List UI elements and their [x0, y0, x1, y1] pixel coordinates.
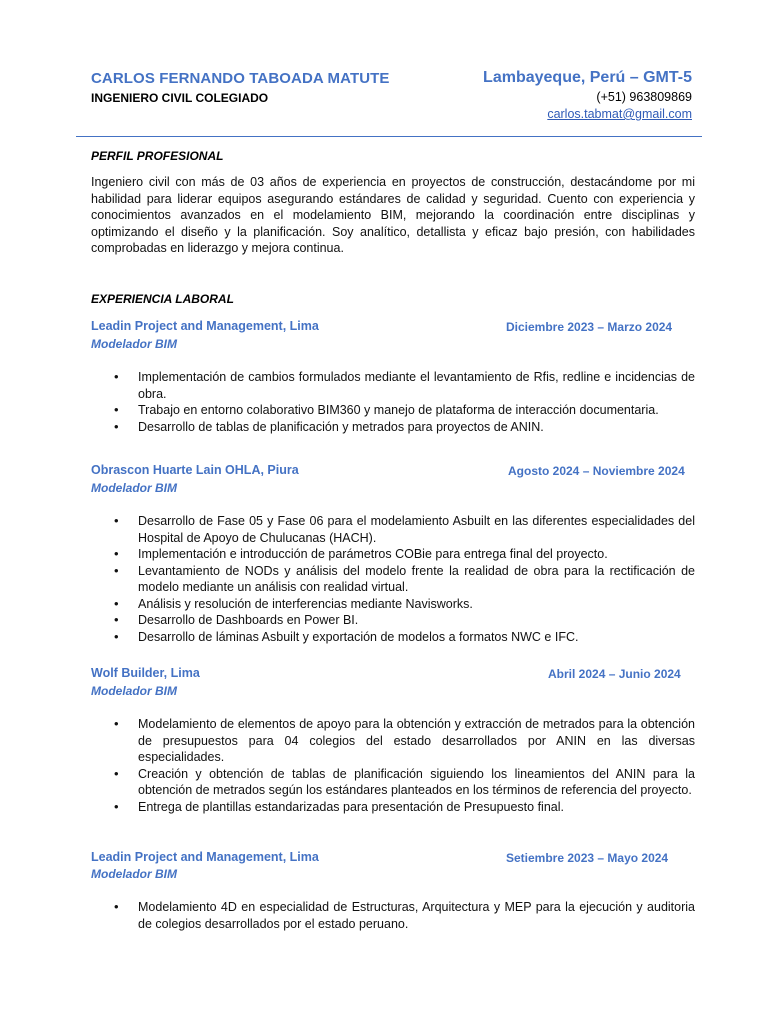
candidate-location: Lambayeque, Perú – GMT-5 [483, 69, 692, 86]
job-company: Wolf Builder, Lima [91, 666, 200, 680]
list-item: • Implementación e introducción de parámetros COBie para entrega final del proyecto. [111, 546, 695, 563]
list-item: • Desarrollo de láminas Asbuilt y exportación de modelos a formatos NWC e IFC. [111, 629, 695, 646]
experience-section-title: EXPERIENCIA LABORAL [91, 292, 234, 306]
job-company: Leadin Project and Management, Lima [91, 850, 319, 864]
list-item: • Implementación de cambios formulados mediante el levantamiento de Rfis, redline e incidencias de obra. [111, 369, 695, 402]
job-role: Modelador BIM [91, 481, 177, 495]
list-item: • Modelamiento de elementos de apoyo para la obtención y extracción de metrados para la obtención de presupuestos para 04 colegios del estado desarrollados por ANIN en las diversas especialidades. [111, 716, 695, 766]
list-item: • Desarrollo de Dashboards en Power BI. [111, 612, 695, 629]
job-company: Obrascon Huarte Lain OHLA, Piura [91, 463, 299, 477]
job-dates: Diciembre 2023 – Marzo 2024 [506, 320, 673, 334]
list-item: • Análisis y resolución de interferencias mediante Navisworks. [111, 596, 695, 613]
job-bullet-list [111, 369, 695, 435]
job-role: Modelador BIM [91, 867, 177, 881]
candidate-phone: (+51) 963809869 [596, 90, 692, 104]
job-role: Modelador BIM [91, 337, 177, 351]
profile-summary: Ingeniero civil con más de 03 años de experiencia en proyectos de construcción, destacándome por mi habilidad para liderar equipos asegurando estándares de calidad y seguridad. Cuento con experiencia y conocimientos avanzados en el modelamiento BIM, mejorando la coordinación entre disciplinas y optimizando el diseño y la planificación. Soy analítico, detallista y eficaz bajo presión, con habilidades comprobadas en liderazgo y mejora continua. [91, 175, 695, 255]
job-bullet-list [111, 513, 695, 645]
list-item: • Trabajo en entorno colaborativo BIM360 y manejo de plataforma de interacción documentaria. [111, 402, 695, 419]
header-divider [76, 136, 702, 137]
job-role: Modelador BIM [91, 684, 177, 698]
job-bullet-list [111, 716, 695, 815]
job-company: Leadin Project and Management, Lima [91, 319, 319, 333]
list-item: • Creación y obtención de tablas de planificación siguiendo los lineamientos del ANIN para la obtención de metrados según los estándares planteados en los términos de referencia del proyecto. [111, 766, 695, 799]
list-item: • Entrega de plantillas estandarizadas para presentación de Presupuesto final. [111, 799, 695, 816]
candidate-name: CARLOS FERNANDO TABOADA MATUTE [91, 70, 390, 87]
list-item: • Desarrollo de tablas de planificación y metrados para proyectos de ANIN. [111, 419, 695, 436]
job-dates: Setiembre 2023 – Mayo 2024 [506, 851, 669, 865]
list-item: • Levantamiento de NODs y análisis del modelo frente la realidad de obra para la rectificación de modelo mediante un análisis con realidad virtual. [111, 563, 695, 596]
job-dates: Agosto 2024 – Noviembre 2024 [508, 464, 685, 478]
list-item: • Modelamiento 4D en especialidad de Estructuras, Arquitectura y MEP para la ejecución y auditoria de colegios desarrollados por el estado peruano. [111, 899, 695, 932]
profile-section-title: PERFIL PROFESIONAL [91, 149, 224, 163]
candidate-email-link[interactable]: carlos.tabmat@gmail.com [547, 107, 692, 121]
job-dates: Abril 2024 – Junio 2024 [548, 667, 681, 681]
job-bullet-list [111, 899, 695, 932]
candidate-profession: INGENIERO CIVIL COLEGIADO [91, 91, 269, 105]
list-item: • Desarrollo de Fase 05 y Fase 06 para el modelamiento Asbuilt en las diferentes especialidades del Hospital de Apoyo de Chulucanas (HACH). [111, 513, 695, 546]
